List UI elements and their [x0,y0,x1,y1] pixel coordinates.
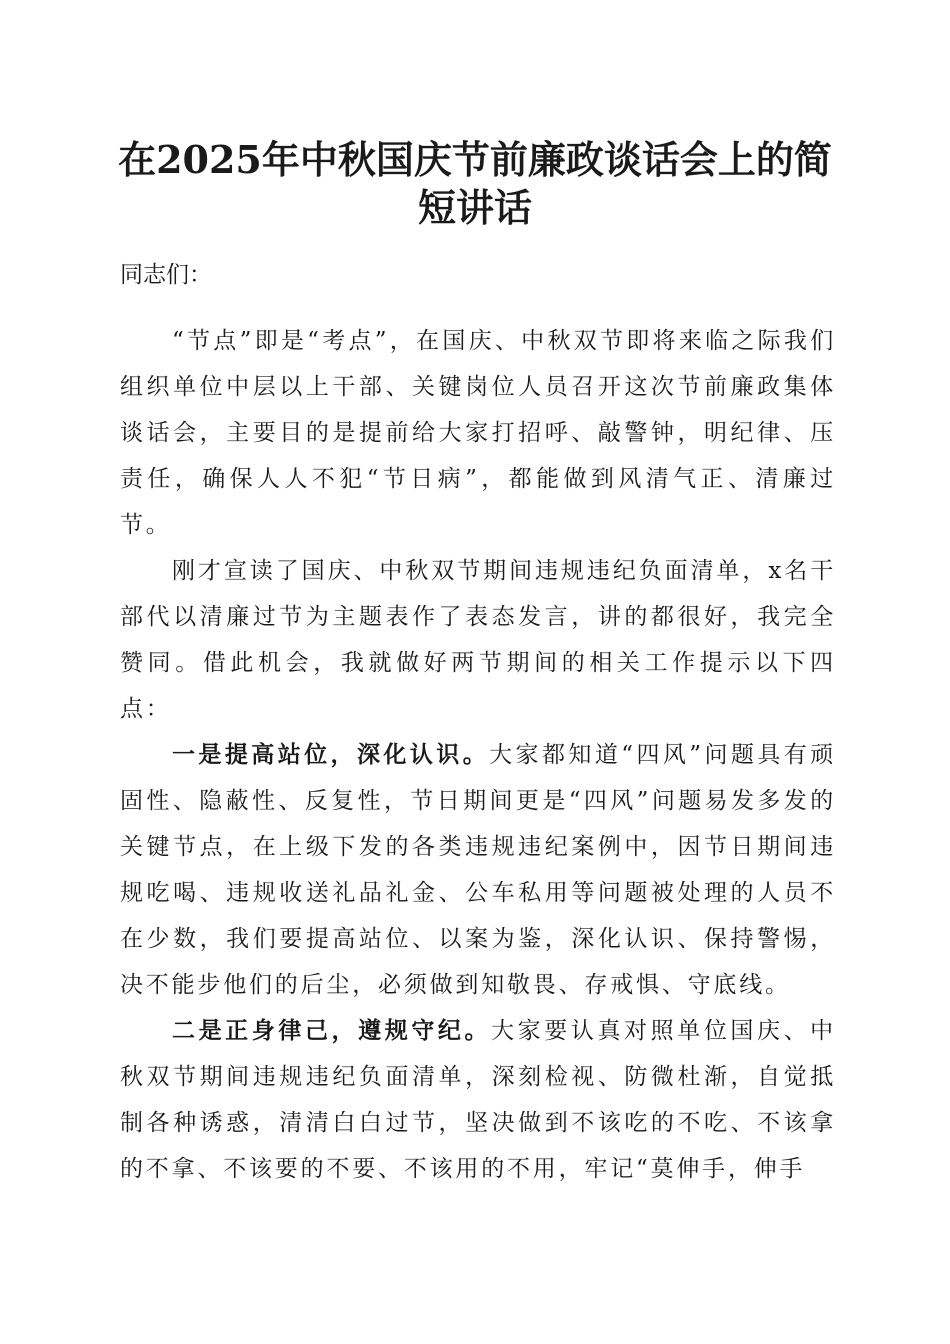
paragraph-text: 大家要认真对照单位国庆、中秋双节期间违规违纪负面清单，深刻检视、防微杜渐，自觉抵制各种诱惑，清清白白过节，坚决做到不该吃的不吃、不该拿的不拿、不该要的不要、不该用的不用，牢记“莫伸手，伸手 [120,1018,836,1182]
paragraph-lead: 二是正身律己，遵规守纪。 [172,1017,492,1044]
paragraph-text: 大家都知道“四风”问题具有顽固性、隐蔽性、反复性，节日期间更是“四风”问题易发多发的关键节点，在上级下发的各类违规违纪案例中，因节日期间违规吃喝、违规收送礼品礼金、公车私用等问题被处理的人员不在少数，我们要提高站位、以案为鉴，深化认识、保持警惕，决不能步他们的后尘，必须做到知敬畏、存戒惧、守底线。 [120,742,836,998]
document-body [120,318,836,1192]
paragraph-1 [120,318,836,548]
document-title: 在2025年中秋国庆节前廉政谈话会上的简短讲话 [118,137,832,230]
paragraph-2 [120,548,836,732]
paragraph-text: 刚才宣读了国庆、中秋双节期间违规违纪负面清单，x名干部代以清廉过节为主题表作了表态发言，讲的都很好，我完全赞同。借此机会，我就做好两节期间的相关工作提示以下四点： [120,558,836,722]
paragraph-3 [120,732,836,1008]
salutation: 同志们： [120,262,212,288]
paragraph-lead: 一是提高站位，深化认识。 [172,741,490,768]
paragraph-text: “节点”即是“考点”，在国庆、中秋双节即将来临之际我们组织单位中层以上干部、关键岗位人员召开这次节前廉政集体谈话会，主要目的是提前给大家打招呼、敲警钟，明纪律、压责任，确保人人不犯“节日病”，都能做到风清气正、清廉过节。 [120,328,836,538]
paragraph-4 [120,1008,836,1192]
